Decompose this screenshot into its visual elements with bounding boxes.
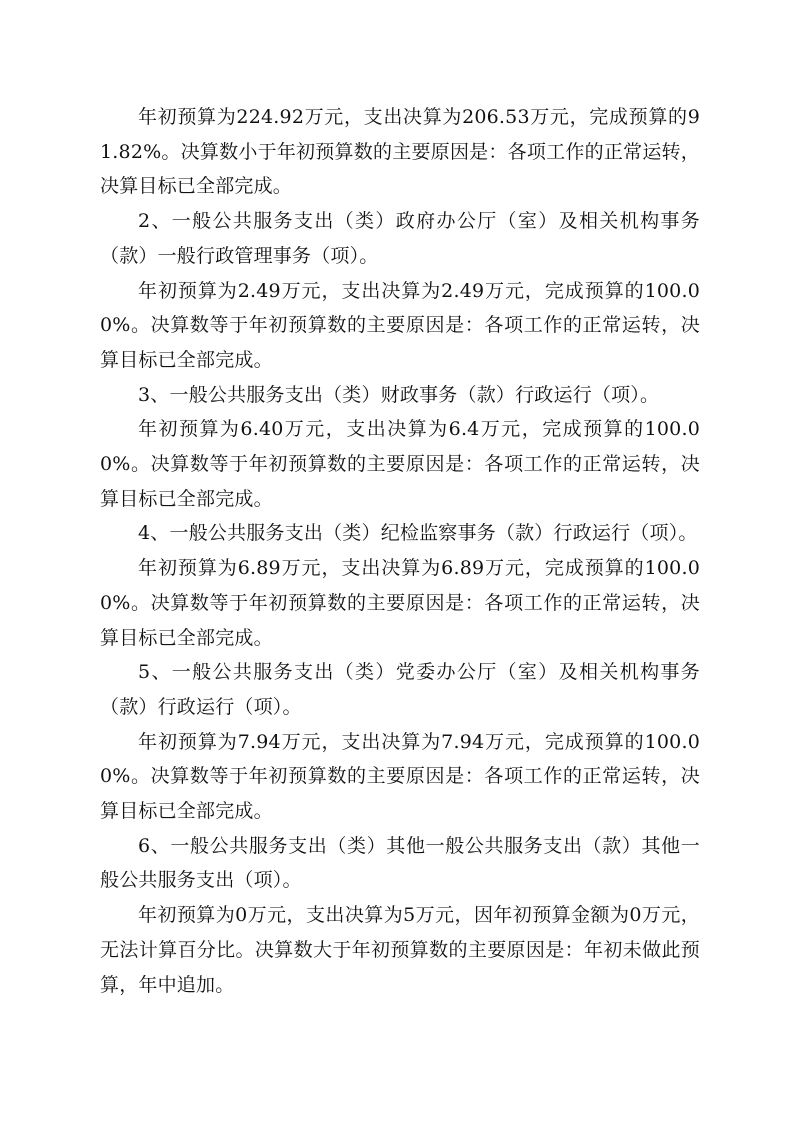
paragraph-item-4-heading: 4、一般公共服务支出（类）纪检监察事务（款）行政运行（项）。	[138, 522, 698, 545]
paragraph-item-3-heading: 3、一般公共服务支出（类）财政事务（款）行政运行（项）。	[138, 383, 660, 406]
paragraph-item-6-heading: 6、一般公共服务支出（类）其他一般公共服务支出（款）其他一般公共服务支出（项）。	[100, 834, 700, 892]
paragraph-item-5-heading: 5、一般公共服务支出（类）党委办公厅（室）及相关机构事务（款）行政运行（项）。	[100, 661, 700, 718]
paragraph-item-2-heading: 2、一般公共服务支出（类）政府办公厅（室）及相关机构事务（款）一般行政管理事务（项）。	[100, 210, 700, 267]
paragraph-item-6-detail: 年初预算为0万元，支出决算为5万元，因年初预算金额为0万元，无法计算百分比。决算数大于年初预算数的主要原因是：年初未做此预算，年中追加。	[100, 904, 700, 996]
document-body	[100, 100, 700, 1002]
paragraph-item-3-detail: 年初预算为6.40万元，支出决算为6.4万元，完成预算的100.00%。决算数等于年初预算数的主要原因是：各项工作的正常运转，决算目标已全部完成。	[100, 418, 700, 510]
paragraph-item-5-detail: 年初预算为7.94万元，支出决算为7.94万元，完成预算的100.00%。决算数等于年初预算数的主要原因是：各项工作的正常运转，决算目标已全部完成。	[100, 730, 700, 823]
paragraph-item-4-detail: 年初预算为6.89万元，支出决算为6.89万元，完成预算的100.00%。决算数等于年初预算数的主要原因是：各项工作的正常运转，决算目标已全部完成。	[100, 557, 700, 649]
paragraph-item-2-detail: 年初预算为2.49万元，支出决算为2.49万元，完成预算的100.00%。决算数等于年初预算数的主要原因是：各项工作的正常运转，决算目标已全部完成。	[100, 279, 700, 371]
paragraph-budget-summary: 年初预算为224.92万元，支出决算为206.53万元，完成预算的91.82%。决算数小于年初预算数的主要原因是：各项工作的正常运转，决算目标已全部完成。	[100, 106, 700, 198]
